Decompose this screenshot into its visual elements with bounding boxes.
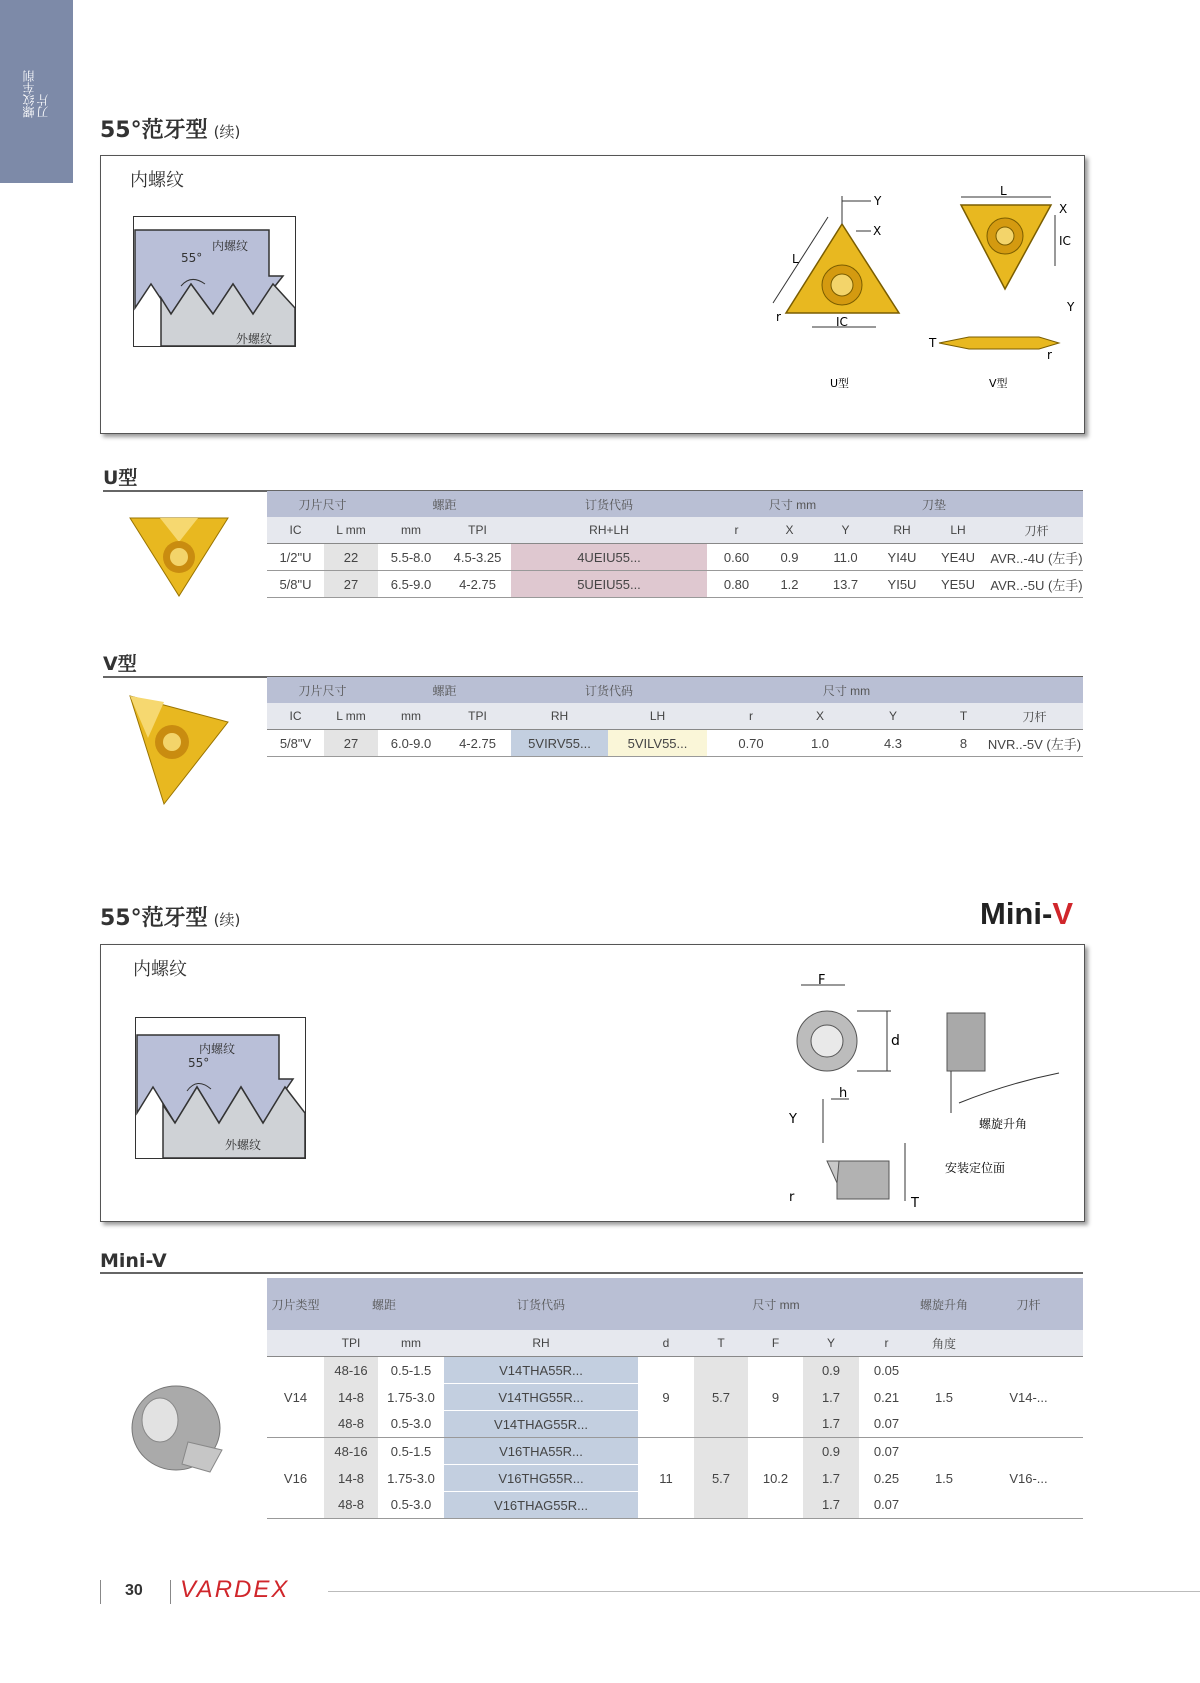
u-type-diagram [756, 191, 906, 391]
mini-v-brand-mini: Mini- [980, 896, 1053, 931]
cell-tpi: 4-2.75 [444, 730, 511, 757]
u-col-lh: LH [926, 517, 990, 544]
cell-y: 11.0 [813, 544, 878, 571]
u-col-ic: IC [267, 517, 324, 544]
cell-mm: 5.5-8.0 [378, 544, 444, 571]
footer-divider-left [100, 1580, 101, 1604]
v-group-empty [986, 677, 1083, 703]
mv-group-holder: 刀杆 [974, 1278, 1083, 1330]
cell-r: 0.25 [873, 1470, 900, 1486]
u-group-insert-size: 刀片尺寸 [267, 491, 378, 517]
section2-title-text: 55°范牙型 [100, 906, 208, 931]
cell-mm: 6.5-9.0 [378, 571, 444, 598]
profile2-internal-label: 内螺纹 [199, 1042, 236, 1056]
cell-y: 1.7 [803, 1411, 859, 1438]
mini-v-brand [980, 896, 1073, 932]
cell-tpi: 48-8 [324, 1492, 378, 1519]
mv-col-mm: mm [378, 1330, 444, 1357]
cell-tpi: 4-2.75 [444, 571, 511, 598]
u-group-pitch: 螺距 [378, 491, 511, 517]
cell-y: 13.7 [813, 571, 878, 598]
table-row [267, 571, 1083, 598]
mv-group-dimensions: 尺寸 mm [638, 1278, 914, 1330]
cell-order-lh: 5VILV55... [608, 730, 707, 757]
table-row [267, 730, 1083, 757]
cell-tpi: 48-8 [324, 1411, 378, 1438]
vardex-logo: VARDEX [180, 1576, 290, 1603]
section1-title-suffix: (续) [213, 123, 241, 141]
v-dim-x: X [1059, 202, 1068, 216]
cell-order-rh: V14THA55R... [444, 1357, 638, 1384]
mini-v-seat-label: 安装定位面 [945, 1161, 1006, 1175]
cell-ic: 1/2"U [267, 544, 324, 571]
mv-col-d: d [638, 1330, 694, 1357]
mv-col-t: T [694, 1330, 748, 1357]
cell-y: 4.3 [845, 730, 941, 757]
mini-v-dim-f: F [818, 973, 826, 988]
cell-d: 9 [638, 1357, 694, 1438]
u-group-dimensions: 尺寸 mm [707, 491, 878, 517]
page-number: 30 [125, 1582, 143, 1599]
v-col-lh: LH [608, 703, 707, 730]
cell-shim-lh: YE4U [926, 544, 990, 571]
mv-col-rh: RH [444, 1330, 638, 1357]
v-dim-y: Y [1067, 300, 1075, 314]
u-table-title [103, 463, 1083, 492]
v-type-diagram [919, 184, 1079, 391]
u-table-title-text: U型 [103, 467, 138, 489]
cell-tpi: 4.5-3.25 [444, 544, 511, 571]
side-tab-label [22, 70, 50, 118]
v-table [267, 677, 1083, 757]
mini-v-dim-d: d [891, 1033, 900, 1049]
profile2-external-label: 外螺纹 [225, 1138, 262, 1152]
section2-box [100, 944, 1085, 1222]
cell-shim-rh: YI5U [878, 571, 926, 598]
u-dim-r: r [776, 310, 781, 324]
u-table-column-row [267, 517, 1083, 544]
cell-holder: AVR..-5U (左手) [990, 571, 1083, 598]
table-row [267, 544, 1083, 571]
cell-holder: V16-... [974, 1438, 1083, 1519]
cell-order-rh: V16THAG55R... [444, 1492, 638, 1519]
cell-tpi: 14-8 [324, 1465, 378, 1492]
cell-y: 0.9 [803, 1357, 859, 1384]
mv-group-pitch: 螺距 [324, 1278, 444, 1330]
v-col-rh: RH [511, 703, 608, 730]
profile-external-label: 外螺纹 [236, 332, 273, 346]
cell-mm: 6.0-9.0 [378, 730, 444, 757]
v-group-insert-size: 刀片尺寸 [267, 677, 378, 703]
cell-l: 27 [324, 730, 378, 757]
mini-v-helix-label: 螺旋升角 [979, 1117, 1028, 1131]
cell-shim-lh: YE5U [926, 571, 990, 598]
cell-y: 0.9 [803, 1438, 859, 1465]
minev-table-column-row [267, 1330, 1083, 1357]
u-group-empty [990, 491, 1083, 517]
side-tab-line2: 刀片 [36, 94, 50, 118]
profile-angle-label: 55° [181, 251, 203, 265]
table-row [267, 1357, 1083, 1384]
mv-col-f: F [748, 1330, 803, 1357]
cell-l: 22 [324, 544, 378, 571]
cell-order-rh: V14THG55R... [444, 1384, 638, 1411]
u-table-group-row [267, 491, 1083, 517]
cell-r: 0.21 [873, 1389, 900, 1405]
cell-t: 5.7 [694, 1357, 748, 1438]
u-col-r: r [707, 517, 766, 544]
v-col-r: r [707, 703, 795, 730]
u-table [267, 491, 1083, 598]
cell-t: 5.7 [694, 1438, 748, 1519]
cell-r: 0.07 [859, 1411, 914, 1438]
v-insert-image [124, 692, 234, 808]
cell-order-code: 5UEIU55... [511, 571, 707, 598]
v-table-title [103, 649, 1083, 678]
cell-mm: 0.5-1.5 [390, 1362, 432, 1378]
cell-holder: V14-... [974, 1357, 1083, 1438]
u-dim-x: X [873, 224, 882, 238]
profile2-angle-label: 55° [188, 1056, 210, 1070]
cell-type: V16 [267, 1438, 324, 1519]
cell-tpi: 48-16 [324, 1438, 378, 1465]
mv-group-type: 刀片类型 [267, 1278, 324, 1330]
u-col-x: X [766, 517, 813, 544]
cell-r: 0.60 [707, 544, 766, 571]
cell-tpi: 48-16 [324, 1357, 378, 1384]
cell-order-code: 4UEIU55... [511, 544, 707, 571]
mini-v-dim-t: T [911, 1196, 919, 1211]
mini-v-dim-r: r [789, 1190, 795, 1205]
v-group-order-code: 订货代码 [511, 677, 707, 703]
v-col-ic: IC [267, 703, 324, 730]
mini-v-brand-v: V [1052, 896, 1073, 931]
v-col-l: L mm [324, 703, 378, 730]
mv-group-helix: 螺旋升角 [914, 1278, 974, 1330]
footer-divider-mid [170, 1580, 171, 1604]
side-tab-line1: 螺纹车削 [22, 70, 36, 118]
cell-x: 0.9 [766, 544, 813, 571]
cell-mm: 0.5-3.0 [378, 1492, 444, 1519]
section1-box [100, 155, 1085, 434]
cell-order-rh: 5VIRV55... [511, 730, 608, 757]
v-dim-r: r [1047, 348, 1052, 362]
u-dim-l: L [792, 252, 799, 266]
cell-mm: 1.75-3.0 [387, 1470, 435, 1486]
v-col-t: T [941, 703, 986, 730]
cell-shim-rh: YI4U [878, 544, 926, 571]
u-col-mm: mm [378, 517, 444, 544]
section2-title-suffix: (续) [213, 911, 241, 929]
u-col-rh: RH [878, 517, 926, 544]
cell-l: 27 [324, 571, 378, 598]
section1-title-text: 55°范牙型 [100, 118, 208, 143]
mv-col-holder-empty [974, 1330, 1083, 1357]
cell-mm: 0.5-1.5 [390, 1443, 432, 1459]
mv-col-angle: 角度 [914, 1330, 974, 1357]
mini-v-dim-h: h [839, 1086, 848, 1101]
cell-mm: 1.75-3.0 [387, 1389, 435, 1405]
cell-mm: 0.5-3.0 [378, 1411, 444, 1438]
cell-type: V14 [267, 1357, 324, 1438]
cell-r: 0.05 [873, 1362, 900, 1378]
minev-table-group-row [267, 1278, 1083, 1330]
v-group-pitch: 螺距 [378, 677, 511, 703]
u-col-rhlh: RH+LH [511, 517, 707, 544]
cell-y: 1.7 [803, 1384, 859, 1411]
v-col-holder: 刀杆 [986, 703, 1083, 730]
cell-angle: 1.5 [914, 1438, 974, 1519]
cell-order-rh: V14THAG55R... [444, 1411, 638, 1438]
u-group-shim: 刀垫 [878, 491, 990, 517]
section1-box-label: 内螺纹 [130, 170, 184, 191]
cell-angle: 1.5 [914, 1357, 974, 1438]
mv-group-order-code: 订货代码 [444, 1278, 638, 1330]
side-tab [0, 0, 73, 183]
u-type-caption: U型 [830, 377, 850, 390]
u-col-holder: 刀杆 [990, 517, 1083, 544]
v-type-caption: V型 [989, 377, 1008, 390]
u-col-tpi: TPI [444, 517, 511, 544]
u-insert-image [122, 512, 234, 602]
section1-title [100, 113, 240, 144]
u-col-y: Y [813, 517, 878, 544]
thread-profile-diagram [133, 216, 297, 349]
v-table-title-text: V型 [103, 653, 137, 675]
profile-internal-label: 内螺纹 [212, 239, 249, 253]
cell-order-rh: V16THA55R... [444, 1438, 638, 1465]
mini-v-dim-y: Y [789, 1112, 797, 1127]
cell-y: 1.7 [803, 1465, 859, 1492]
table-row [267, 1438, 1083, 1465]
cell-holder: AVR..-4U (左手) [990, 544, 1083, 571]
v-group-dimensions: 尺寸 mm [707, 677, 986, 703]
thread-profile-diagram-2 [135, 1017, 307, 1160]
cell-r: 0.70 [707, 730, 795, 757]
cell-f: 9 [748, 1357, 803, 1438]
cell-ic: 5/8"V [267, 730, 324, 757]
cell-d: 11 [638, 1438, 694, 1519]
cell-x: 1.2 [766, 571, 813, 598]
minev-table-title-text: Mini-V [100, 1250, 167, 1272]
cell-r: 0.80 [707, 571, 766, 598]
u-dim-y: Y [874, 194, 882, 208]
cell-t: 8 [941, 730, 986, 757]
cell-f: 10.2 [748, 1438, 803, 1519]
minev-table [267, 1278, 1083, 1519]
cell-r: 0.07 [859, 1492, 914, 1519]
v-col-y: Y [845, 703, 941, 730]
cell-y: 1.7 [803, 1492, 859, 1519]
mv-col-r: r [859, 1330, 914, 1357]
v-table-column-row [267, 703, 1083, 730]
cell-x: 1.0 [795, 730, 845, 757]
cell-ic: 5/8"U [267, 571, 324, 598]
v-table-group-row [267, 677, 1083, 703]
mv-col-empty [267, 1330, 324, 1357]
mv-col-y: Y [803, 1330, 859, 1357]
v-col-mm: mm [378, 703, 444, 730]
v-dim-t: T [929, 336, 937, 350]
cell-tpi: 14-8 [324, 1384, 378, 1411]
mini-v-insert-image [126, 1380, 226, 1476]
v-col-x: X [795, 703, 845, 730]
cell-order-rh: V16THG55R... [444, 1465, 638, 1492]
cell-r: 0.07 [873, 1443, 900, 1459]
section2-box-label: 内螺纹 [133, 959, 187, 980]
mini-v-dimension-diagram [719, 973, 1069, 1211]
u-group-order-code: 订货代码 [511, 491, 707, 517]
u-dim-ic: IC [836, 315, 848, 329]
v-dim-l: L [1000, 184, 1007, 198]
minev-table-title [100, 1250, 1083, 1274]
section2-title [100, 901, 240, 932]
mv-col-tpi: TPI [324, 1330, 378, 1357]
cell-holder: NVR..-5V (左手) [986, 730, 1083, 757]
v-col-tpi: TPI [444, 703, 511, 730]
footer-rule [328, 1591, 1200, 1592]
u-col-l: L mm [324, 517, 378, 544]
v-dim-ic: IC [1059, 234, 1071, 248]
